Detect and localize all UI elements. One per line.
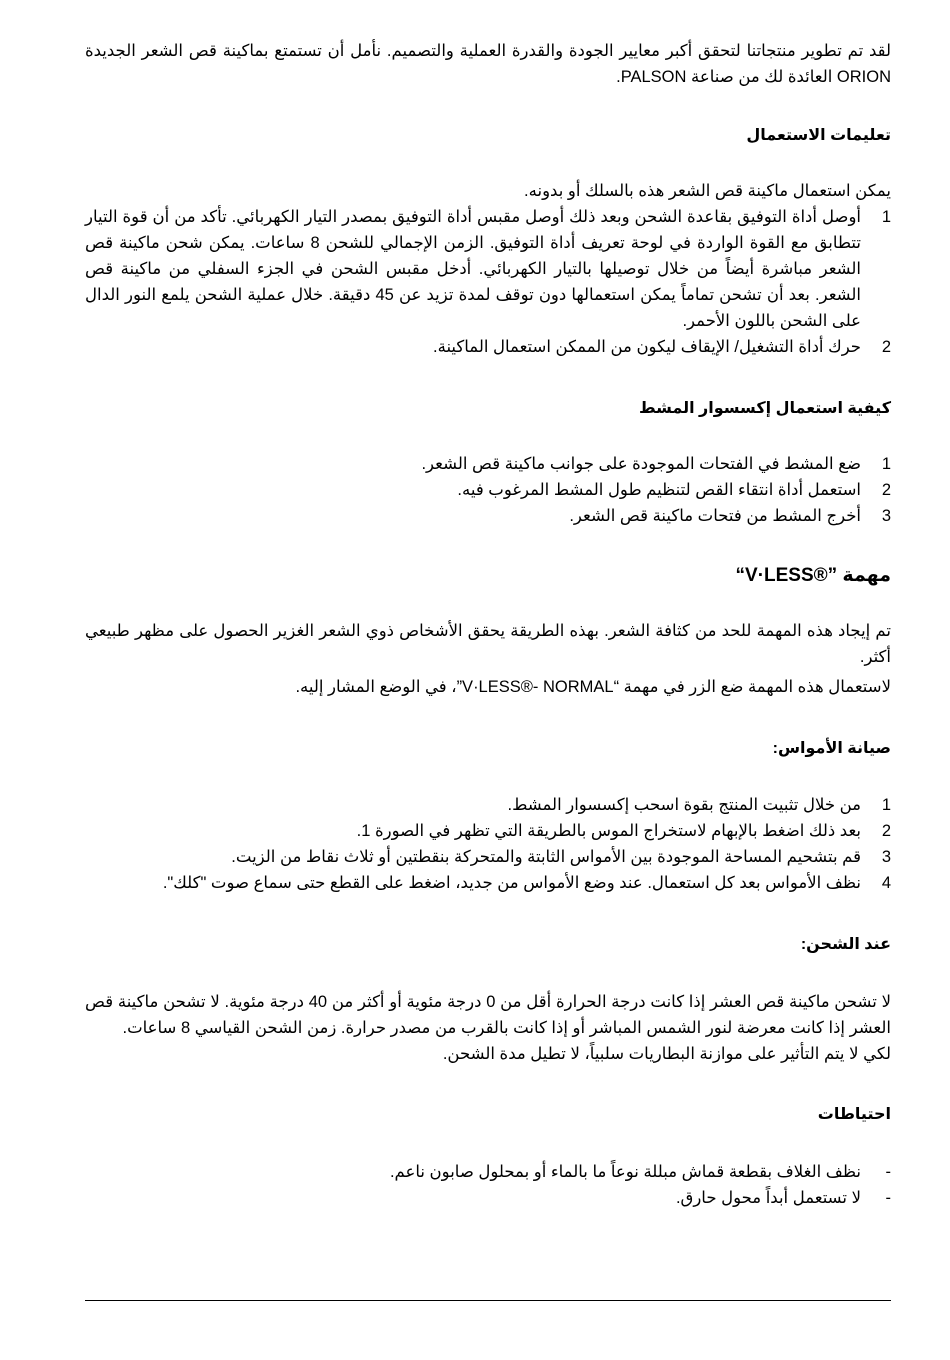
usage-heading: تعليمات الاستعمال	[746, 127, 891, 144]
precaution-text: لا تستعمل أبداً محول حارق.	[675, 1189, 861, 1207]
list-item	[85, 870, 891, 896]
usage-lead: يمكن استعمال ماكينة قص الشعر هذه بالسلك أو بدونه.	[524, 182, 891, 200]
step-number: 1	[881, 796, 891, 814]
step-text: حرك أداة التشغيل/ الإيقاف ليكون من الممكن استعمال الماكينة.	[433, 338, 861, 356]
step-text: قم بتشحيم المساحة الموجودة بين الأمواس الثابتة والمتحركة بنقطتين أو ثلاث نقاط من الزيت.	[231, 848, 861, 866]
step-text: أخرج المشط من فتحات ماكينة قص الشعر.	[569, 507, 861, 525]
precautions-list	[85, 1159, 891, 1211]
charging-paragraph: لا تشحن ماكينة قص العشر إذا كانت درجة الحرارة أقل من 0 درجة مئوية أو أكثر من 40 درجة مئوية. لا تشحن ماكينة قص العشر إذا كانت معرضة لنور الشمس المباشر أو إذا كانت بالقرب من مصدر حرارة. زمن الشحن القياسي 8 ساعات.	[85, 993, 891, 1037]
vless-usage-text: لاستعمال هذه المهمة ضع الزر في مهمة	[623, 678, 891, 696]
list-item	[85, 792, 891, 818]
step-number: 2	[881, 338, 891, 356]
vless-usage-note	[85, 674, 891, 700]
step-number: 1	[881, 208, 891, 226]
step-text: استعمل أداة انتقاء القص لتنظيم طول المشط المرغوب فيه.	[457, 481, 861, 499]
bullet: -	[885, 1189, 891, 1207]
vless-usage-text-end: ، في الوضع المشار إليه.	[295, 678, 457, 696]
list-item	[85, 204, 891, 334]
step-number: 2	[881, 822, 891, 840]
step-number: 3	[881, 507, 891, 525]
comb-steps	[85, 451, 891, 529]
footer-rule	[85, 1300, 891, 1301]
list-item	[85, 1185, 891, 1211]
blades-steps	[85, 792, 891, 896]
vless-heading-arabic: مهمة	[842, 565, 891, 586]
list-item	[85, 1159, 891, 1185]
bullet: -	[885, 1163, 891, 1181]
comb-heading: كيفية استعمال إكسسوار المشط	[638, 400, 891, 417]
vless-description: تم إيجاد هذه المهمة للحد من كثافة الشعر. بهذه الطريقة يحقق الأشخاص ذوي الشعر الغزير الحصول على مظهر طبيعي أكثر.	[85, 622, 891, 666]
step-text: بعد ذلك اضغط بالإبهام لاستخراج الموس بالطريقة التي تظهر في الصورة 1.	[356, 822, 861, 840]
step-number: 2	[881, 481, 891, 499]
precaution-text: نظف الغلاف بقطعة قماش مبللة نوعاً ما بالماء أو بمحلول صابون ناعم.	[389, 1163, 861, 1181]
list-item	[85, 477, 891, 503]
step-text: ضع المشط في الفتحات الموجودة على جوانب ماكينة قص الشعر.	[421, 455, 861, 473]
intro-paragraph: لقد تم تطوير منتجاتنا لتحقق أكبر معايير الجودة والقدرة العملية والتصميم. نأمل أن تستمتع بماكينة قص الشعر الجديدة ORION العائدة لك من صناعة PALSON.	[85, 42, 891, 86]
blades-heading: صيانة الأمواس:	[772, 740, 891, 757]
step-text: نظف الأمواس بعد كل استعمال. عند وضع الأمواس من جديد، اضغط على القطع حتى سماع صوت "كلك".	[162, 874, 861, 892]
charging-heading: عند الشحن:	[800, 936, 891, 953]
list-item	[85, 503, 891, 529]
vless-heading	[85, 563, 891, 589]
step-text: من خلال تثبيت المنتج بقوة اسحب إكسسوار المشط.	[507, 796, 861, 814]
manual-page	[85, 38, 891, 1211]
usage-steps	[85, 204, 891, 360]
list-item	[85, 818, 891, 844]
list-item	[85, 844, 891, 870]
list-item	[85, 334, 891, 360]
step-number: 3	[881, 848, 891, 866]
charging-note: لكي لا يتم التأثير على موازنة البطاريات سلبياً، لا تطيل مدة الشحن.	[442, 1045, 891, 1063]
step-number: 1	[881, 455, 891, 473]
step-number: 4	[881, 874, 891, 892]
precautions-heading: احتياطات	[817, 1106, 891, 1123]
list-item	[85, 451, 891, 477]
vless-heading-brand: “V·LESS®”	[735, 565, 838, 586]
vless-normal-mode: ”V·LESS®- NORMAL“	[456, 678, 620, 696]
step-text: أوصل أداة التوفيق بقاعدة الشحن وبعد ذلك أوصل مقبس أداة التوفيق بمصدر التيار الكهربائي. تأكد من أن قوة التيار تتطابق مع القوة الواردة في لوحة تعريف أداة التوفيق. الزمن الإجمالي للشحن 8 ساعات. يمكن شحن ماكينة قص الشعر مباشرة أيضاً من خلال توصيلها بالتيار الكهربائي. أدخل مقبس الشحن في الجزء السفلي من ماكينة قص الشعر. بعد أن تشحن تماماً يمكن استعمالها دون توقف لمدة تزيد عن 45 دقيقة. خلال عملية الشحن يلمع النور الدال على الشحن باللون الأحمر.	[85, 208, 861, 330]
